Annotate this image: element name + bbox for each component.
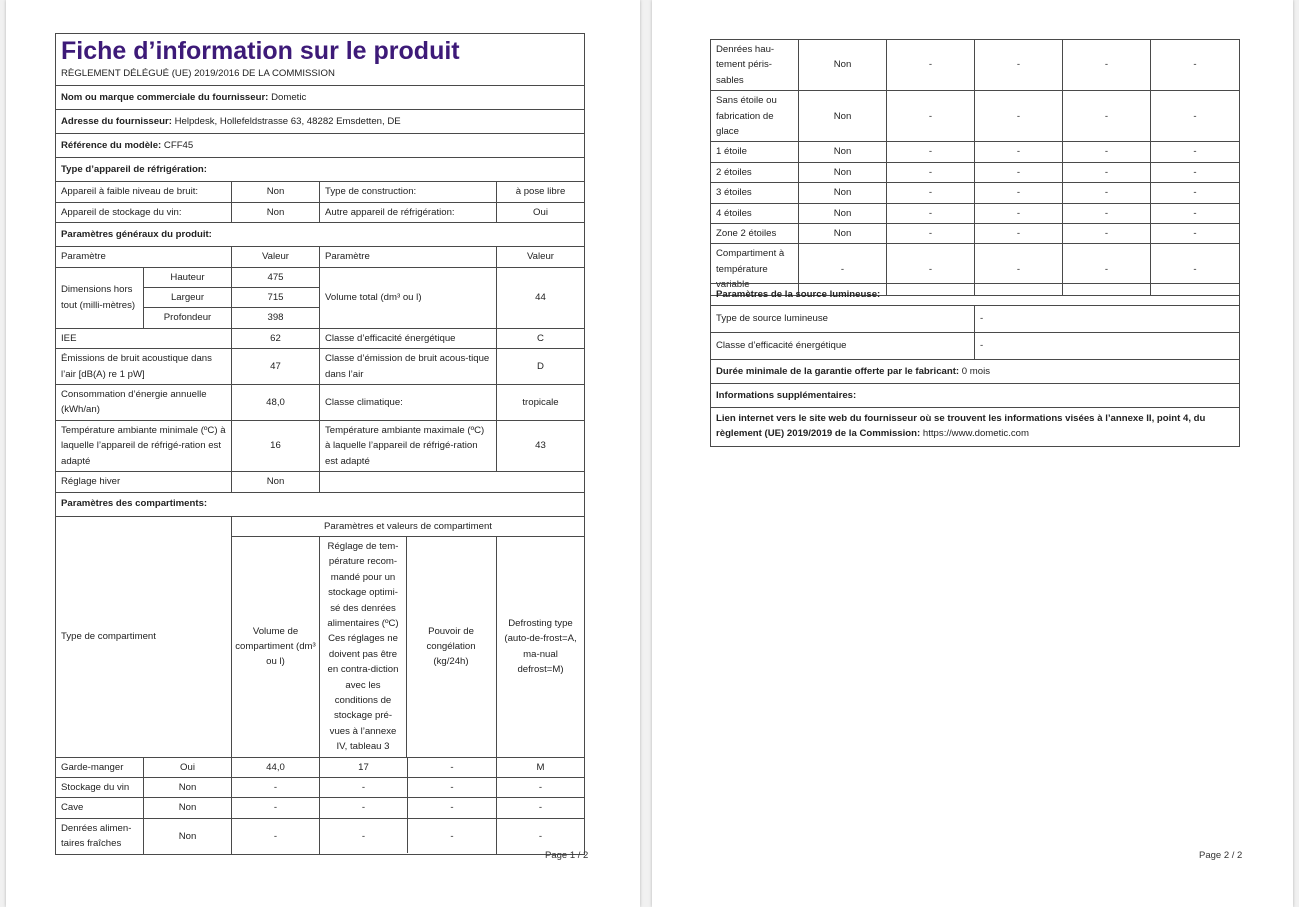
page-number: Page 2 / 2 bbox=[1199, 850, 1243, 861]
supplier-label: Nom ou marque commerciale du fournisseur: bbox=[61, 92, 269, 104]
comp-defrost: - bbox=[1151, 40, 1240, 91]
comp-volume: - bbox=[232, 818, 320, 854]
comp-type-header: Type de compartiment bbox=[56, 516, 232, 757]
comp-defrost: - bbox=[1151, 203, 1240, 223]
comp-temp: - bbox=[975, 244, 1063, 295]
energy-class-label: Classe d’efficacité énergétique bbox=[320, 328, 497, 348]
comp-defrost: - bbox=[497, 778, 585, 798]
warranty-label: Durée minimale de la garantie offerte par le fabricant: bbox=[716, 365, 960, 377]
comp-freeze: - bbox=[1063, 162, 1151, 182]
comp-split-cell bbox=[320, 798, 497, 818]
model-row bbox=[56, 134, 585, 158]
comp-defrost: - bbox=[1151, 244, 1240, 295]
comp-params-header: Paramètres et valeurs de compartiment bbox=[232, 516, 585, 536]
comp-temp: - bbox=[975, 224, 1063, 244]
comp-split-cell bbox=[320, 757, 497, 777]
comp-freeze: - bbox=[450, 782, 454, 793]
comp-temp: - bbox=[975, 40, 1063, 91]
comp-volume-header: Volume de compartiment (dm³ ou l) bbox=[232, 536, 320, 757]
comp-present: - bbox=[799, 244, 887, 295]
model-value: CFF45 bbox=[163, 140, 194, 152]
comp-volume: - bbox=[887, 183, 975, 203]
title-cell bbox=[56, 34, 585, 86]
light-class-value: - bbox=[975, 333, 1240, 360]
light-heading: Paramètres de la source lumineuse: bbox=[711, 284, 1240, 306]
tmin-value: 16 bbox=[232, 420, 320, 471]
compartment-row bbox=[711, 203, 1240, 223]
comp-name: 3 étoiles bbox=[711, 183, 799, 203]
comp-present: Non bbox=[799, 203, 887, 223]
tmax-value: 43 bbox=[497, 420, 585, 471]
website-link[interactable]: https://www.dometic.com bbox=[922, 428, 1029, 440]
light-class-label: Classe d’efficacité énergétique bbox=[711, 333, 975, 360]
param-header: Paramètre bbox=[320, 247, 497, 267]
comp-defrost: - bbox=[1151, 183, 1240, 203]
comp-temp: - bbox=[975, 91, 1063, 142]
compartment-row bbox=[711, 162, 1240, 182]
comp-defrost: - bbox=[497, 798, 585, 818]
comp-present: Non bbox=[144, 798, 232, 818]
comp-defrost-header: Defrosting type (auto-de-frost=A, ma-nual defrost=M) bbox=[497, 536, 585, 757]
tmax-label: Température ambiante maximale (ºC) à laquelle l’appareil de réfrigé-ration est adapté bbox=[320, 420, 497, 471]
comp-freeze: - bbox=[1063, 224, 1151, 244]
comp-freeze: - bbox=[450, 830, 454, 842]
width-label: Largeur bbox=[144, 288, 232, 308]
comp-temp: - bbox=[975, 183, 1063, 203]
comp-freeze: - bbox=[450, 761, 454, 773]
compartment-row bbox=[56, 757, 585, 777]
comp-split-cell bbox=[320, 818, 497, 854]
compartment-row bbox=[56, 778, 585, 798]
comp-name: Stockage du vin bbox=[56, 778, 144, 798]
comp-freeze-header: Pouvoir de congélation (kg/24h) bbox=[426, 625, 476, 668]
comp-name: 1 étoile bbox=[711, 142, 799, 162]
comp-defrost: - bbox=[1151, 91, 1240, 142]
comp-name: Denrées hau-tement péris-sables bbox=[711, 40, 799, 91]
compartment-row bbox=[711, 183, 1240, 203]
info-heading: Informations supplémentaires: bbox=[711, 384, 1240, 408]
link-row bbox=[711, 408, 1240, 447]
comp-name: Zone 2 étoiles bbox=[711, 224, 799, 244]
comp-volume: - bbox=[887, 91, 975, 142]
comp-present: Non bbox=[799, 162, 887, 182]
dimensions-label: Dimensions hors tout (milli-mètres) bbox=[56, 267, 144, 328]
comp-volume: - bbox=[887, 244, 975, 295]
compartment-row bbox=[56, 798, 585, 818]
tmin-label: Température ambiante minimale (ºC) à laquelle l’appareil de réfrigé-ration est adapté bbox=[56, 420, 232, 471]
address-row bbox=[56, 110, 585, 134]
comp-present: Non bbox=[144, 778, 232, 798]
comp-defrost: M bbox=[497, 757, 585, 777]
volume-label: Volume total (dm³ ou l) bbox=[320, 267, 497, 328]
winter-label: Réglage hiver bbox=[56, 472, 232, 492]
empty-cell bbox=[320, 472, 585, 492]
comp-temp: - bbox=[975, 203, 1063, 223]
document-page-2 bbox=[652, 0, 1293, 907]
comp-present: Non bbox=[144, 818, 232, 854]
consumption-value: 48,0 bbox=[232, 385, 320, 421]
light-type-value: - bbox=[975, 306, 1240, 333]
light-source-table bbox=[710, 283, 1240, 447]
document-page-1 bbox=[6, 0, 640, 907]
other-appliance-label: Autre appareil de réfrigération: bbox=[320, 202, 497, 222]
comp-volume: - bbox=[887, 40, 975, 91]
supplier-value: Dometic bbox=[271, 92, 307, 104]
compartment-row bbox=[711, 91, 1240, 142]
comp-subheader-cell bbox=[320, 536, 497, 757]
compartment-row bbox=[711, 142, 1240, 162]
comp-name: 4 étoiles bbox=[711, 203, 799, 223]
comp-temp-header: Réglage de tem-pérature recom-mandé pour un stockage optimi-sé des denrées alimentaires (ºC) Ces réglages ne doivent pas être en contra-diction avec les conditions de stockage pré-vues à l’annexe IV, tableau 3 bbox=[320, 537, 407, 757]
comp-freeze: - bbox=[450, 802, 454, 814]
comp-freeze: - bbox=[1063, 183, 1151, 203]
wine-storage-label: Appareil de stockage du vin: bbox=[56, 202, 232, 222]
low-noise-label: Appareil à faible niveau de bruit: bbox=[56, 182, 232, 202]
compartment-row bbox=[711, 40, 1240, 91]
supplier-row bbox=[56, 86, 585, 110]
param-header: Paramètre bbox=[56, 247, 232, 267]
comp-name: Denrées alimen-taires fraîches bbox=[56, 818, 144, 854]
comp-defrost: - bbox=[1151, 224, 1240, 244]
compartment-rows bbox=[711, 40, 1240, 296]
depth-value: 398 bbox=[232, 308, 320, 328]
comp-freeze: - bbox=[1063, 40, 1151, 91]
comp-volume: - bbox=[887, 203, 975, 223]
volume-value: 44 bbox=[497, 267, 585, 328]
model-label: Référence du modèle: bbox=[61, 140, 162, 152]
consumption-label: Consommation d’énergie annuelle (kWh/an) bbox=[56, 385, 232, 421]
product-info-table bbox=[55, 33, 585, 855]
value-header: Valeur bbox=[232, 247, 320, 267]
comp-defrost: - bbox=[1151, 142, 1240, 162]
comp-present: Non bbox=[799, 183, 887, 203]
climate-label: Classe climatique: bbox=[320, 385, 497, 421]
warranty-row bbox=[711, 360, 1240, 384]
type-heading: Type d’appareil de réfrigération: bbox=[56, 158, 585, 182]
noise-class-label: Classe d’émission de bruit acous-tique dans l’air bbox=[320, 349, 497, 385]
comp-freeze: - bbox=[1063, 203, 1151, 223]
comp-volume: - bbox=[887, 162, 975, 182]
comp-temp: 17 bbox=[320, 758, 408, 777]
comp-present: Oui bbox=[144, 757, 232, 777]
other-appliance-value: Oui bbox=[497, 202, 585, 222]
compartments-heading: Paramètres des compartiments: bbox=[56, 492, 585, 516]
construction-value: à pose libre bbox=[497, 182, 585, 202]
noise-label: Émissions de bruit acoustique dans l’air [dB(A) re 1 pW] bbox=[56, 349, 232, 385]
wine-storage-value: Non bbox=[232, 202, 320, 222]
width-value: 715 bbox=[232, 288, 320, 308]
comp-temp: - bbox=[320, 819, 408, 853]
comp-present: Non bbox=[799, 224, 887, 244]
iee-label: IEE bbox=[56, 328, 232, 348]
page-number: Page 1 / 2 bbox=[545, 850, 589, 861]
comp-volume: - bbox=[887, 142, 975, 162]
comp-volume: - bbox=[232, 778, 320, 798]
comp-defrost: - bbox=[1151, 162, 1240, 182]
light-type-label: Type de source lumineuse bbox=[711, 306, 975, 333]
compartment-row bbox=[711, 224, 1240, 244]
climate-value: tropicale bbox=[497, 385, 585, 421]
comp-temp: - bbox=[320, 778, 408, 797]
construction-label: Type de construction: bbox=[320, 182, 497, 202]
compartment-row bbox=[56, 818, 585, 854]
comp-name: Compartiment à température variable bbox=[711, 244, 799, 295]
winter-value: Non bbox=[232, 472, 320, 492]
comp-volume: - bbox=[887, 224, 975, 244]
comp-name: Sans étoile ou fabrication de glace bbox=[711, 91, 799, 142]
comp-name: Garde-manger bbox=[56, 757, 144, 777]
comp-defrost: - bbox=[497, 818, 585, 854]
depth-label: Profondeur bbox=[144, 308, 232, 328]
warranty-value: 0 mois bbox=[961, 365, 991, 377]
iee-value: 62 bbox=[232, 328, 320, 348]
link-label: Lien internet vers le site web du fournisseur où se trouvent les informations visées à l’annexe II, point 4, du règlement (UE) 2019/2019 de la Commission: bbox=[716, 413, 1206, 440]
comp-temp: - bbox=[975, 162, 1063, 182]
height-value: 475 bbox=[232, 267, 320, 287]
noise-value: 47 bbox=[232, 349, 320, 385]
page-title: Fiche d’information sur le produit bbox=[61, 37, 460, 65]
comp-present: Non bbox=[799, 40, 887, 91]
comp-freeze: - bbox=[1063, 244, 1151, 295]
comp-temp: - bbox=[975, 142, 1063, 162]
comp-present: Non bbox=[799, 142, 887, 162]
comp-present: Non bbox=[799, 91, 887, 142]
comp-volume: - bbox=[232, 798, 320, 818]
low-noise-value: Non bbox=[232, 182, 320, 202]
value-header: Valeur bbox=[497, 247, 585, 267]
comp-volume: 44,0 bbox=[232, 757, 320, 777]
address-value: Helpdesk, Hollefeldstrasse 63, 48282 Emsdetten, DE bbox=[174, 116, 401, 128]
energy-class-value: C bbox=[497, 328, 585, 348]
comp-name: 2 étoiles bbox=[711, 162, 799, 182]
compartment-table-continued bbox=[710, 39, 1240, 296]
regulation-text: RÈGLEMENT DÉLÉGUÉ (UE) 2019/2016 DE LA COMMISSION bbox=[61, 68, 335, 79]
height-label: Hauteur bbox=[144, 267, 232, 287]
comp-freeze: - bbox=[1063, 91, 1151, 142]
noise-class-value: D bbox=[497, 349, 585, 385]
general-heading: Paramètres généraux du produit: bbox=[56, 223, 585, 247]
comp-freeze: - bbox=[1063, 142, 1151, 162]
address-label: Adresse du fournisseur: bbox=[61, 116, 172, 128]
comp-temp: - bbox=[320, 798, 408, 817]
comp-split-cell bbox=[320, 778, 497, 798]
comp-name: Cave bbox=[56, 798, 144, 818]
